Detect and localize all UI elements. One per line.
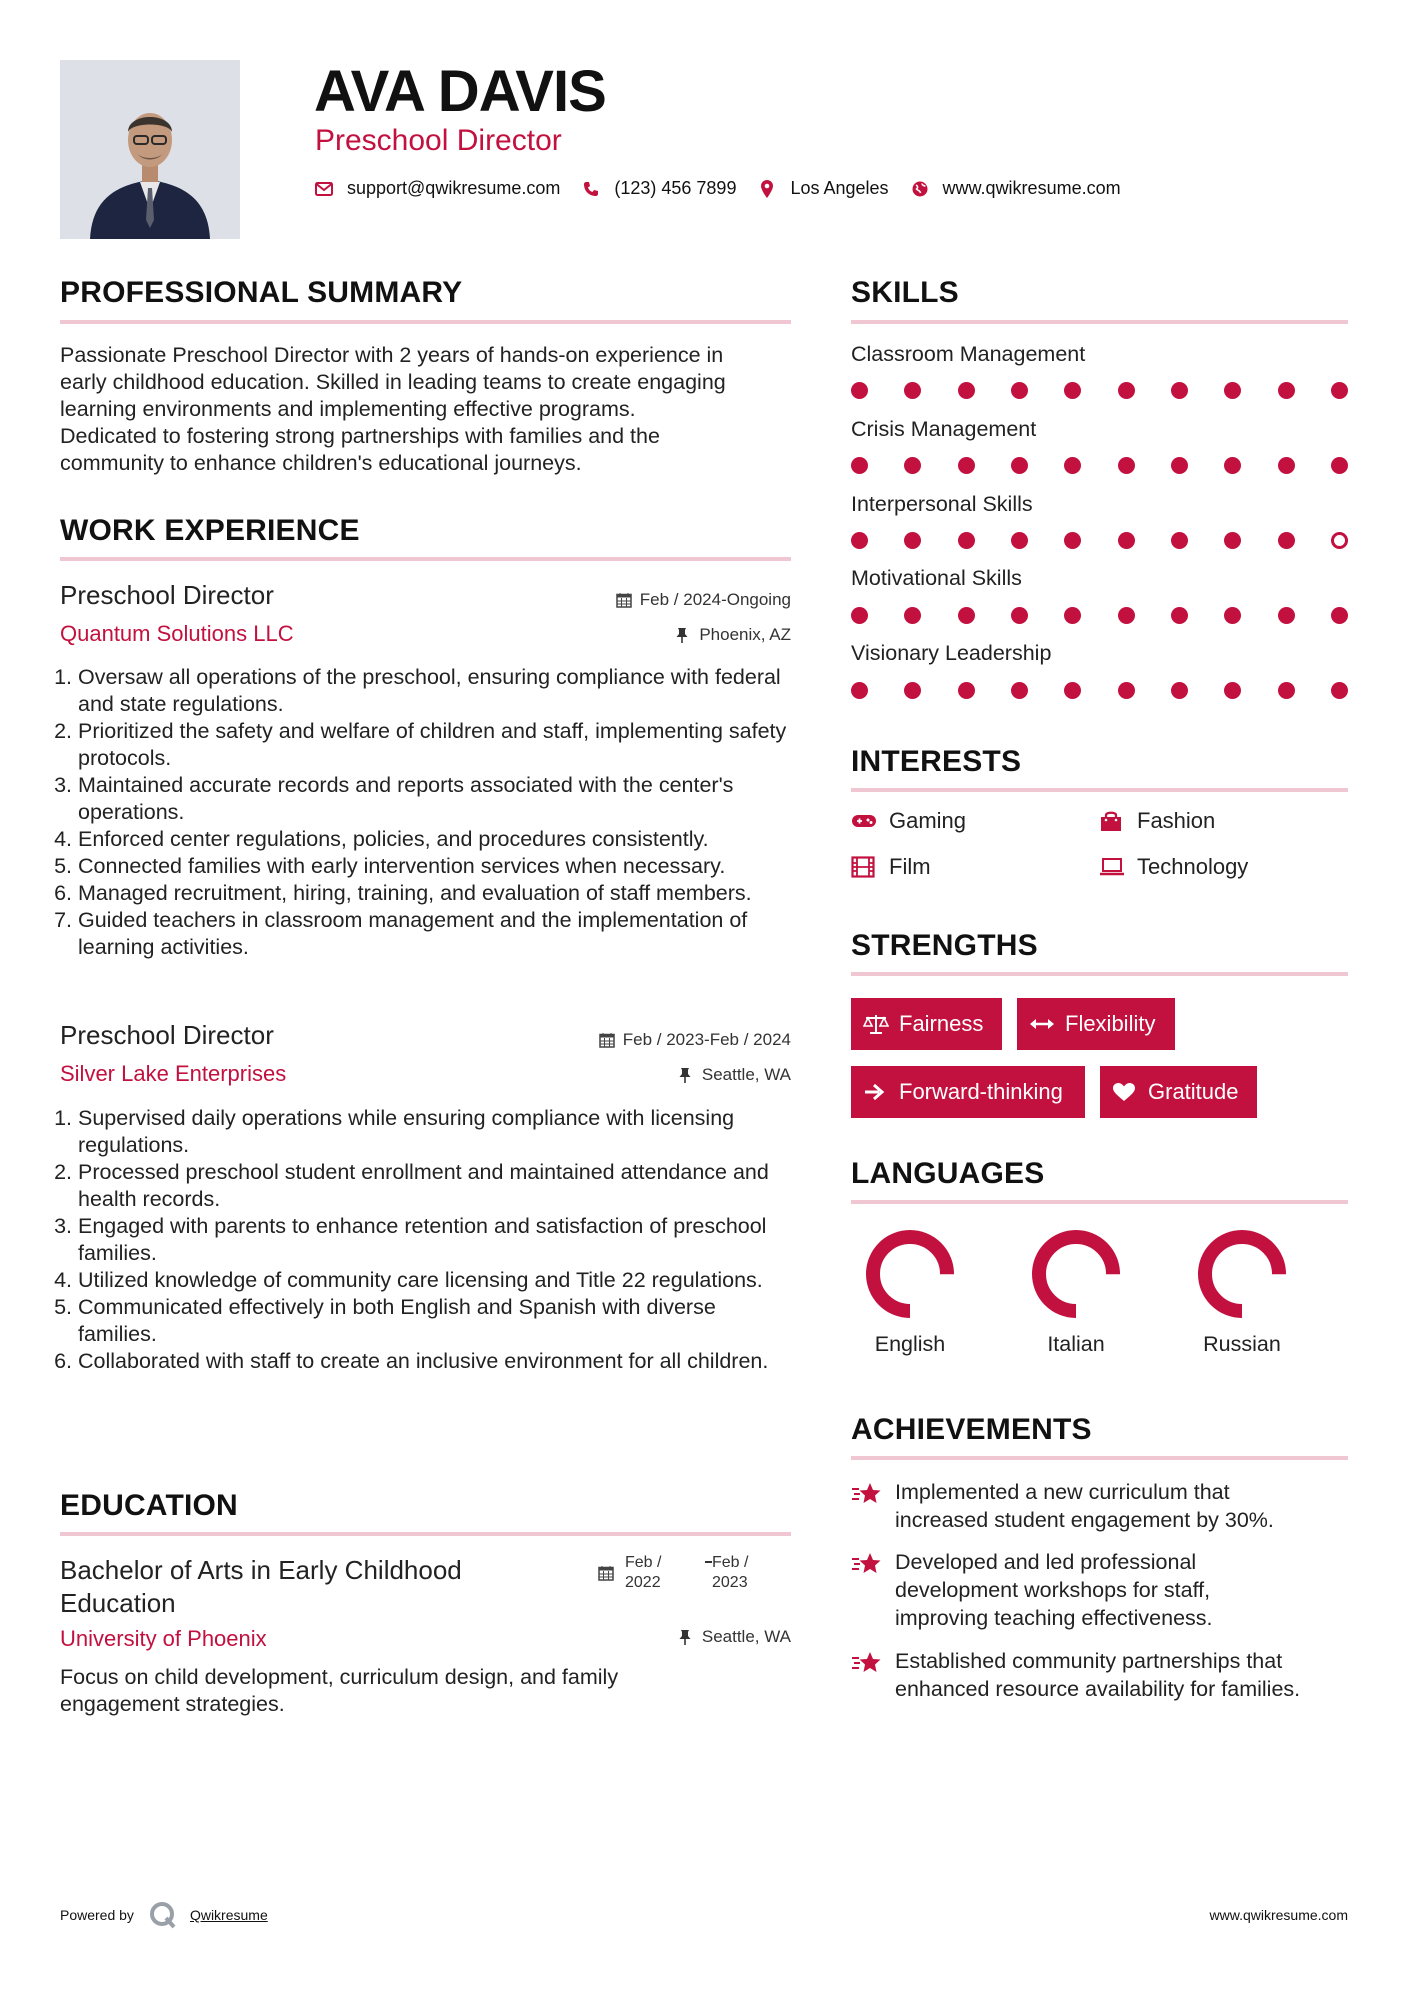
rating-dot-filled xyxy=(1118,382,1135,399)
skill-rating xyxy=(851,532,1348,549)
calendar-icon xyxy=(599,1032,615,1048)
interest-film: Film xyxy=(851,854,931,880)
summary-text: Passionate Preschool Director with 2 years of hands-on experience in early childhood education. Skilled in leading teams to create engaging learning environments and implementing effective programs. Dedicated to fostering strong partnerships with families and the community to enhance children's educational journeys. xyxy=(60,343,726,475)
rating-dot-filled xyxy=(904,532,921,549)
rating-dot-filled xyxy=(904,457,921,474)
rating-dot-filled xyxy=(851,382,868,399)
list-item: 6. Collaborated with staff to create an inclusive environment for all children. xyxy=(78,1348,800,1375)
heart-icon xyxy=(1112,1081,1138,1103)
rating-dot-filled xyxy=(1064,532,1081,549)
rating-dot-filled xyxy=(1011,682,1028,699)
laptop-icon xyxy=(1099,856,1125,878)
rating-dot-filled xyxy=(1224,532,1241,549)
education-location: Seattle, WA xyxy=(520,1627,791,1647)
rating-dot-filled xyxy=(851,457,868,474)
star-trophy-icon xyxy=(851,1647,883,1675)
list-item: 4. Utilized knowledge of community care licensing and Title 22 regulations. xyxy=(78,1267,800,1294)
skill-name: Visionary Leadership xyxy=(851,641,1052,665)
qwikresume-logo-icon xyxy=(148,1900,178,1930)
rating-dot-filled xyxy=(958,682,975,699)
rating-dot-filled xyxy=(1331,457,1348,474)
candidate-name: AVA DAVIS xyxy=(314,59,606,124)
rating-dot-filled xyxy=(904,382,921,399)
list-item: 1. Supervised daily operations while ensuring compliance with licensing regulations. xyxy=(78,1105,800,1159)
skills-heading: SKILLS xyxy=(851,276,959,309)
job-1-bullets xyxy=(60,664,800,961)
rating-dot-filled xyxy=(1171,532,1188,549)
rating-dot-filled xyxy=(904,607,921,624)
list-item: 6. Managed recruitment, hiring, training, and evaluation of staff members. xyxy=(78,880,800,907)
pushpin-icon xyxy=(678,1067,694,1083)
strengths-divider xyxy=(851,972,1348,976)
job-2-company: Silver Lake Enterprises xyxy=(60,1061,287,1086)
strengths-heading: STRENGTHS xyxy=(851,929,1038,962)
language-ring xyxy=(1030,1228,1122,1320)
rating-dot-filled xyxy=(958,607,975,624)
skill-rating xyxy=(851,682,1348,699)
contact-email[interactable]: support@qwikresume.com xyxy=(315,178,560,199)
rating-dot-filled xyxy=(1171,382,1188,399)
rating-dot-filled xyxy=(1064,682,1081,699)
contact-bar xyxy=(315,178,1143,199)
footer-website[interactable]: www.qwikresume.com xyxy=(1209,1907,1348,1923)
skill-name: Crisis Management xyxy=(851,417,1037,441)
skill-name: Classroom Management xyxy=(851,342,1086,366)
qwikresume-link[interactable]: Qwikresume xyxy=(189,1907,268,1923)
contact-location: Los Angeles xyxy=(758,178,888,199)
achievement-item: Established community partnerships that enhanced resource availability for families. xyxy=(851,1647,1351,1703)
languages-divider xyxy=(851,1200,1348,1204)
arrow-right-icon xyxy=(863,1081,889,1103)
balance-scale-icon xyxy=(863,1013,889,1035)
rating-dot-filled xyxy=(1118,457,1135,474)
strength-gratitude: Gratitude xyxy=(1100,1066,1257,1118)
achievements-divider xyxy=(851,1456,1348,1460)
rating-dot-filled xyxy=(904,682,921,699)
map-marker-icon xyxy=(758,180,776,198)
arrows-horizontal-icon xyxy=(1029,1013,1055,1035)
list-item: 2. Prioritized the safety and welfare of children and staff, implementing safety protocols. xyxy=(78,718,800,772)
rating-dot-filled xyxy=(1011,382,1028,399)
summary-divider xyxy=(60,320,791,324)
skill-rating xyxy=(851,457,1348,474)
skill-name: Interpersonal Skills xyxy=(851,492,1033,516)
job-1-dates: Feb / 2024-Ongoing xyxy=(520,590,791,610)
envelope-icon xyxy=(315,180,333,198)
rating-dot-filled xyxy=(1224,607,1241,624)
rating-dot-filled xyxy=(1331,382,1348,399)
skills-divider xyxy=(851,320,1348,324)
calendar-icon xyxy=(598,1565,614,1586)
job-1-location: Phoenix, AZ xyxy=(520,625,791,645)
summary-heading: PROFESSIONAL SUMMARY xyxy=(60,276,463,309)
interest-gaming: Gaming xyxy=(851,808,966,834)
achievements-heading: ACHIEVEMENTS xyxy=(851,1413,1092,1446)
education-end-date: Feb / 2023 xyxy=(712,1554,749,1591)
rating-dot-filled xyxy=(1118,682,1135,699)
strength-flexibility: Flexibility xyxy=(1017,998,1175,1050)
language-italian: Italian xyxy=(1016,1228,1136,1357)
list-item: 3. Engaged with parents to enhance retention and satisfaction of preschool families. xyxy=(78,1213,800,1267)
rating-dot-filled xyxy=(851,532,868,549)
rating-dot-filled xyxy=(851,607,868,624)
job-2-location: Seattle, WA xyxy=(520,1065,791,1085)
education-degree: Bachelor of Arts in Early Childhood Education xyxy=(60,1555,462,1618)
rating-dot-filled xyxy=(1011,532,1028,549)
strength-fairness: Fairness xyxy=(851,998,1002,1050)
rating-dot-filled xyxy=(958,532,975,549)
contact-website[interactable]: www.qwikresume.com xyxy=(911,178,1121,199)
language-russian: Russian xyxy=(1182,1228,1302,1357)
skill-rating xyxy=(851,382,1348,399)
rating-dot-filled xyxy=(1224,457,1241,474)
pushpin-icon xyxy=(675,627,691,643)
shopping-bag-icon xyxy=(1099,810,1125,832)
achievement-item: Developed and led professional development workshops for staff, improving teaching effectiveness. xyxy=(851,1548,1351,1632)
interest-fashion: Fashion xyxy=(1099,808,1215,834)
language-ring xyxy=(864,1228,956,1320)
list-item: 3. Maintained accurate records and reports associated with the center's operations. xyxy=(78,772,800,826)
education-heading: EDUCATION xyxy=(60,1489,238,1522)
strength-forward-thinking: Forward-thinking xyxy=(851,1066,1085,1118)
interests-heading: INTERESTS xyxy=(851,745,1022,778)
language-ring xyxy=(1196,1228,1288,1320)
rating-dot-filled xyxy=(1278,532,1295,549)
rating-dot-filled xyxy=(1064,382,1081,399)
list-item: 7. Guided teachers in classroom management and the implementation of learning activities. xyxy=(78,907,800,961)
rating-dot-filled xyxy=(1118,532,1135,549)
rating-dot-filled xyxy=(1331,682,1348,699)
rating-dot-filled xyxy=(1278,682,1295,699)
job-1-title: Preschool Director xyxy=(60,580,274,610)
list-item: 1. Oversaw all operations of the preschool, ensuring compliance with federal and state regulations. xyxy=(78,664,800,718)
skill-name: Motivational Skills xyxy=(851,566,1022,590)
list-item: 5. Communicated effectively in both English and Spanish with diverse families. xyxy=(78,1294,800,1348)
calendar-icon xyxy=(616,592,632,608)
rating-dot-filled xyxy=(1278,382,1295,399)
candidate-title: Preschool Director xyxy=(315,124,562,157)
rating-dot-empty xyxy=(1331,532,1348,549)
rating-dot-filled xyxy=(1224,382,1241,399)
education-start-date: Feb / 2022 xyxy=(625,1554,662,1591)
skill-rating xyxy=(851,607,1348,624)
work-heading: WORK EXPERIENCE xyxy=(60,514,360,547)
education-school: University of Phoenix xyxy=(60,1626,267,1651)
date-separator xyxy=(705,1561,712,1563)
rating-dot-filled xyxy=(1171,457,1188,474)
contact-phone[interactable]: (123) 456 7899 xyxy=(582,178,736,199)
job-2-dates: Feb / 2023-Feb / 2024 xyxy=(520,1030,791,1050)
rating-dot-filled xyxy=(1064,457,1081,474)
gamepad-icon xyxy=(851,810,877,832)
rating-dot-filled xyxy=(1331,607,1348,624)
globe-icon xyxy=(911,180,929,198)
star-trophy-icon xyxy=(851,1548,883,1576)
job-2-bullets xyxy=(60,1105,800,1375)
rating-dot-filled xyxy=(1011,457,1028,474)
rating-dot-filled xyxy=(1171,682,1188,699)
education-description: Focus on child development, curriculum design, and family engagement strategies. xyxy=(60,1665,619,1716)
rating-dot-filled xyxy=(958,457,975,474)
list-item: 5. Connected families with early intervention services when necessary. xyxy=(78,853,800,880)
rating-dot-filled xyxy=(1171,607,1188,624)
pushpin-icon xyxy=(678,1629,694,1645)
rating-dot-filled xyxy=(1278,457,1295,474)
job-2-title: Preschool Director xyxy=(60,1020,274,1050)
profile-photo xyxy=(60,60,240,239)
rating-dot-filled xyxy=(1118,607,1135,624)
rating-dot-filled xyxy=(851,682,868,699)
list-item: 4. Enforced center regulations, policies, and procedures consistently. xyxy=(78,826,800,853)
rating-dot-filled xyxy=(1064,607,1081,624)
footer-powered-by: Powered by Qwikresume xyxy=(60,1900,268,1930)
rating-dot-filled xyxy=(1011,607,1028,624)
language-english: English xyxy=(850,1228,970,1357)
work-divider xyxy=(60,557,791,561)
phone-icon xyxy=(582,180,600,198)
education-divider xyxy=(60,1532,791,1536)
languages-heading: LANGUAGES xyxy=(851,1157,1045,1190)
job-1-company: Quantum Solutions LLC xyxy=(60,621,294,646)
rating-dot-filled xyxy=(958,382,975,399)
rating-dot-filled xyxy=(1224,682,1241,699)
list-item: 2. Processed preschool student enrollment and maintained attendance and health records. xyxy=(78,1159,800,1213)
achievement-item: Implemented a new curriculum that increased student engagement by 30%. xyxy=(851,1478,1351,1534)
rating-dot-filled xyxy=(1278,607,1295,624)
film-icon xyxy=(851,856,877,878)
interest-technology: Technology xyxy=(1099,854,1248,880)
star-trophy-icon xyxy=(851,1478,883,1506)
interests-divider xyxy=(851,788,1348,792)
